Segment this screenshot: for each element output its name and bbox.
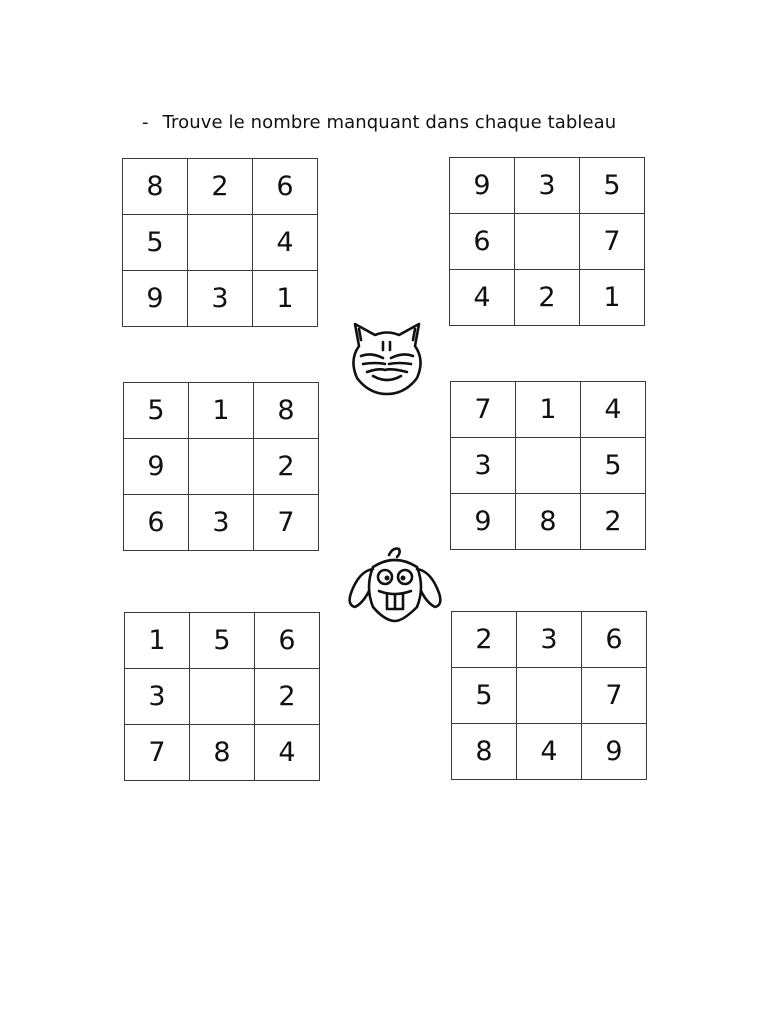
grid-cell: 5 (581, 438, 646, 494)
grid-cell: 9 (582, 724, 647, 780)
grid-cell: 8 (123, 159, 188, 215)
grid-cell: 4 (517, 724, 582, 780)
grid-cell: 6 (582, 612, 647, 668)
grid-cell: 6 (450, 214, 515, 270)
grid-cell: 1 (189, 383, 254, 439)
grid-cell: 8 (254, 383, 319, 439)
grid-cell: 5 (190, 613, 255, 669)
grid-cell: 2 (255, 669, 320, 725)
grid-cell: 9 (450, 158, 515, 214)
grid-cell: 5 (123, 215, 188, 271)
grid-cell: 5 (580, 158, 645, 214)
grid-cell: 4 (450, 270, 515, 326)
grid-cell: 2 (254, 439, 319, 495)
grid-cell: 7 (580, 214, 645, 270)
grid-cell: 3 (451, 438, 516, 494)
missing-number-cell[interactable] (189, 439, 254, 495)
grid-cell: 8 (452, 724, 517, 780)
grid-cell: 7 (582, 668, 647, 724)
grid-cell: 3 (515, 158, 580, 214)
grid-cell: 9 (124, 439, 189, 495)
number-grid-4 (450, 381, 646, 550)
grid-cell: 9 (451, 494, 516, 550)
grid-cell: 3 (189, 495, 254, 551)
number-grid-1 (122, 158, 318, 327)
missing-number-cell[interactable] (516, 438, 581, 494)
grid-cell: 5 (124, 383, 189, 439)
number-grid-3 (123, 382, 319, 551)
number-grid-2 (449, 157, 645, 326)
grid-cell: 3 (517, 612, 582, 668)
grid-cell: 9 (123, 271, 188, 327)
grid-cell: 6 (255, 613, 320, 669)
grid-cell: 8 (190, 725, 255, 781)
grid-cell: 4 (255, 725, 320, 781)
missing-number-cell[interactable] (515, 214, 580, 270)
grid-cell: 2 (581, 494, 646, 550)
grid-cell: 7 (451, 382, 516, 438)
cat-face-icon (345, 318, 429, 398)
grid-cell: 1 (516, 382, 581, 438)
grid-cell: 6 (124, 495, 189, 551)
grid-cell: 7 (254, 495, 319, 551)
grid-cell: 8 (516, 494, 581, 550)
grid-cell: 7 (125, 725, 190, 781)
grid-cell: 3 (188, 271, 253, 327)
missing-number-cell[interactable] (188, 215, 253, 271)
grid-cell: 5 (452, 668, 517, 724)
missing-number-cell[interactable] (190, 669, 255, 725)
instruction-line (142, 112, 616, 133)
dog-face-icon (343, 545, 447, 623)
missing-number-cell[interactable] (517, 668, 582, 724)
instruction-dash: - (142, 112, 149, 133)
grid-cell: 2 (452, 612, 517, 668)
grid-cell: 6 (253, 159, 318, 215)
grid-cell: 1 (580, 270, 645, 326)
grid-cell: 1 (125, 613, 190, 669)
number-grid-5 (124, 612, 320, 781)
instruction-text: Trouve le nombre manquant dans chaque tableau (162, 112, 617, 133)
number-grid-6 (451, 611, 647, 780)
grid-cell: 3 (125, 669, 190, 725)
grid-cell: 4 (581, 382, 646, 438)
grid-cell: 2 (188, 159, 253, 215)
grid-cell: 1 (253, 271, 318, 327)
grid-cell: 4 (253, 215, 318, 271)
grid-cell: 2 (515, 270, 580, 326)
